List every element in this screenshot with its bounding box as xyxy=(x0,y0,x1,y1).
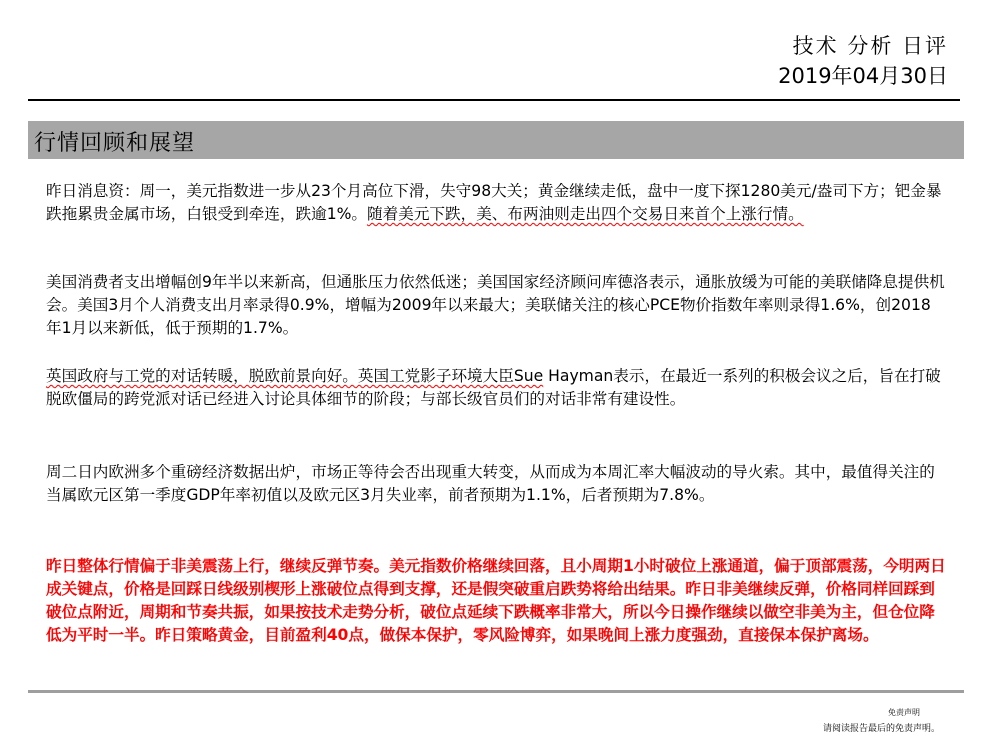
underlined-text: 英国政府与工党的对话转暖，脱欧前景向好。英国工党影子环境大臣Sue xyxy=(46,367,544,385)
paragraph-strategy xyxy=(46,555,946,647)
paragraph-text: 昨日消息资：周一，美元指数进一步从23个月高位下滑，失守98大关；黄金继续走低，盘中一度下探1280美元/盎司下方；钯金暴跌拖累贵金属市场，白银受到牵连，跌逾1%。 xyxy=(46,182,942,223)
footer-divider xyxy=(28,690,964,693)
paragraph-text: 美国消费者支出增幅创9年半以来新高，但通胀压力依然低迷；美国国家经济顾问库德洛表示，通胀放缓为可能的美联储降息提供机会。美国3月个人消费支出月率录得0.9%，增幅为2009年以来最大；美联储关注的核心PCE物价指数年率则录得1.6%，创2018年1月以来新低，低于预期的1.7%。 xyxy=(46,273,945,337)
disclaimer-title: 免责声明 xyxy=(888,708,920,717)
underlined-text: 随着美元下跌，美、布两油则走出四个交易日来首个上涨行情。 xyxy=(367,205,804,223)
section-header xyxy=(28,121,964,159)
paragraph-text: 周二日内欧洲多个重磅经济数据出炉，市场正等待会否出现重大转变，从而成为本周汇率大幅波动的导火索。其中，最值得关注的当属欧元区第一季度GDP年率初值以及欧元区3月失业率，前者预期为1.1%，后者预期为7.8%。 xyxy=(46,463,935,504)
paragraph-text: Hayman表示，在最近一系列的积极会议之后，旨在打破脱欧僵局的跨党派对话已经进入讨论具体细节的阶段；与部长级官员们的对话非常有建设性。 xyxy=(46,367,941,408)
section-title: 行情回顾和展望 xyxy=(34,131,196,156)
disclaimer-text: 请阅读报告最后的免责声明。 xyxy=(822,724,940,734)
paragraph-text: 昨日整体行情偏于非美震荡上行，继续反弹节奏。美元指数价格继续回落，且小周期1小时破位上涨通道，偏于顶部震荡，今明两日成关键点，价格是回踩日线级别楔形上涨破位点得到支撑，还是假突破重启跌势将给出结果。昨日非美继续反弹，价格同样回踩到破位点附近，周期和节奏共振，如果按技术走势分析，破位点延续下跌概率非常大，所以今日操作继续以做空非美为主，但仓位降低为平时一半。昨日策略黄金，目前盈利40点，做保本保护，零风险博弈，如果晚间上涨力度强劲，直接保本保护离场。 xyxy=(46,557,946,644)
header-divider xyxy=(28,99,960,101)
report-title: 技术 分析 日评 xyxy=(792,34,948,58)
paragraph-eu-data xyxy=(46,461,946,507)
paragraph-uk-brexit xyxy=(46,365,946,411)
paragraph-us-consumer xyxy=(46,271,946,340)
report-date: 2019年04月30日 xyxy=(778,64,948,88)
paragraph-market-news xyxy=(46,180,946,226)
